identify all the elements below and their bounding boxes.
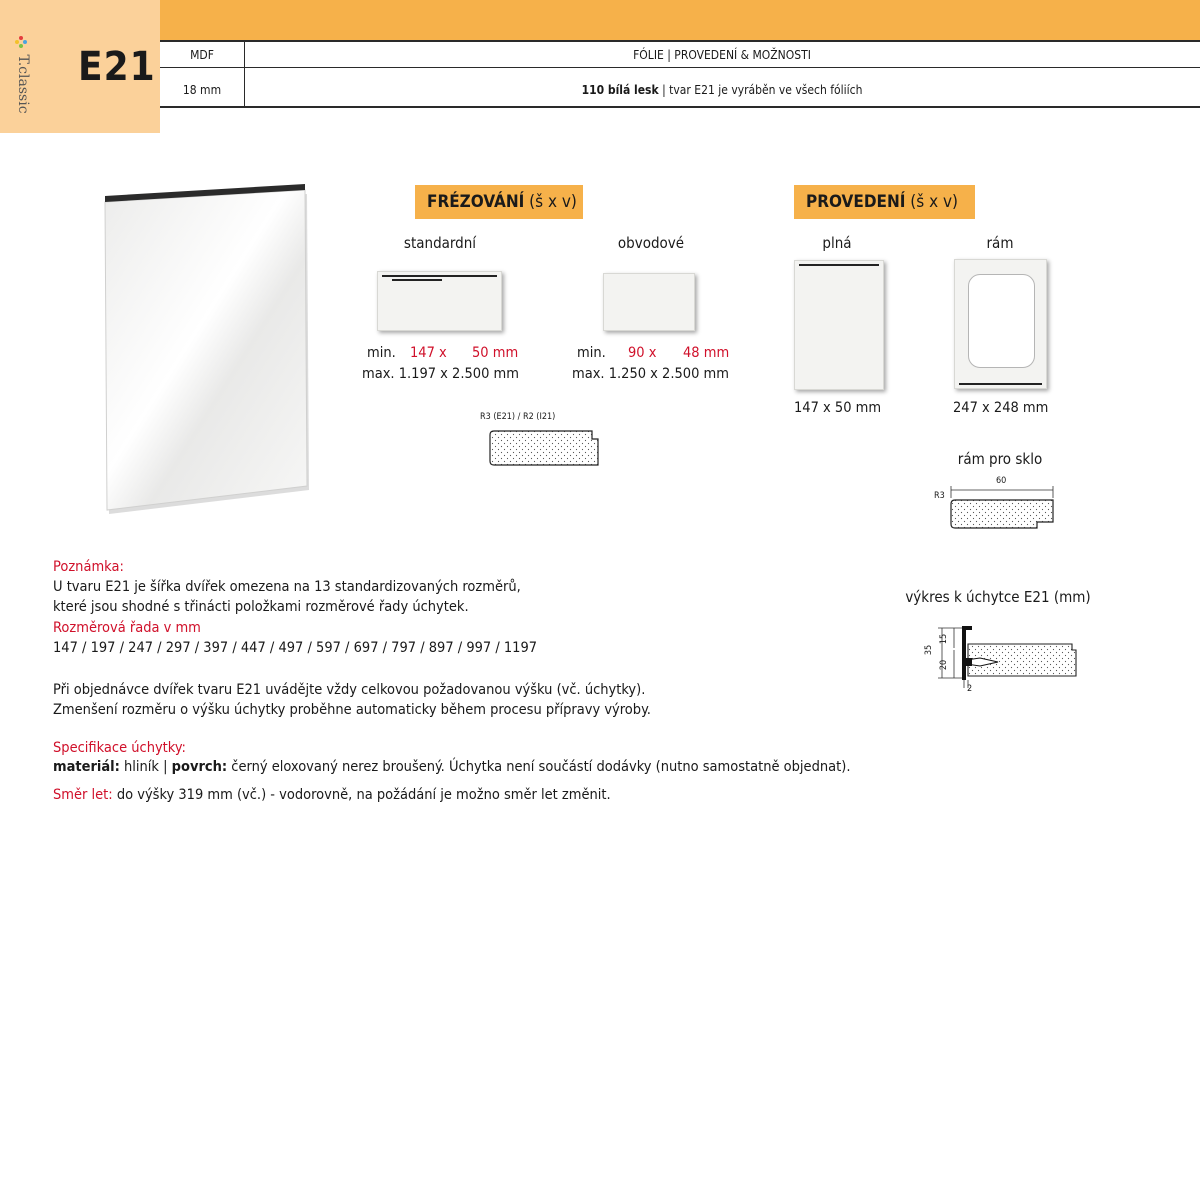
finish-note: | tvar E21 je vyráběn ve všech fóliích [658,83,863,97]
handle-drawing-title: výkres k úchytce E21 (mm) [905,588,1091,606]
direction-line [53,785,611,805]
finish-name: 110 bílá lesk [581,83,659,97]
frame-label: rám [986,234,1014,252]
standard-min [367,345,396,361]
col-foil-header: FÓLIE | PROVEDENÍ & MOŽNOSTI [633,48,811,62]
perimeter-label: obvodové [617,234,685,252]
milling-tag [415,185,583,219]
standard-max: max. 1.197 x 2.500 mm [362,366,519,382]
brand-box [0,0,160,133]
dim-20: 20 [939,659,950,671]
perimeter-min-label: min. [577,345,606,361]
glass-frame-width-label: 60 [996,476,1007,486]
solid-size: 147 x 50 mm [794,400,882,416]
dim-2: 2 [967,684,973,694]
product-code: E21 [78,44,156,90]
brand-name: T.classic [15,54,31,114]
spec-heading: Specifikace úchytky: [53,740,186,756]
material-value: hliník | [119,759,172,775]
door-image [95,180,325,520]
perimeter-min-height: 48 mm [683,345,730,361]
perimeter-min-width: 90 x [628,345,657,361]
solid-thumbnail [794,260,884,390]
note-line-1: U tvaru E21 je šířka dvířek omezena na 13 standardizovaných rozměrů, [53,579,521,595]
handle-drawing [920,618,1080,698]
perimeter-thumbnail [603,273,695,331]
thickness-value: 18 mm [182,83,222,97]
spec-table [160,40,1200,108]
dim-35: 35 [924,644,935,656]
order-line-1: Při objednávce dvířek tvaru E21 uvádějte vždy celkovou požadovanou výšku (vč. úchytky). [53,682,646,698]
note-heading: Poznámka: [53,559,124,575]
design-tag-title: PROVEDENÍ [806,192,906,212]
frame-thumbnail [954,259,1047,389]
design-tag [794,185,975,219]
note-line-2: které jsou shodné s třinácti položkami rozměrové řady úchytek. [53,599,469,615]
surface-label: povrch: [171,759,228,775]
standard-min-label: min. [367,345,396,361]
standard-thumbnail [377,271,502,331]
design-tag-unit: (š x v) [905,192,959,212]
header-band [160,0,1200,40]
col-mdf-header: MDF [190,48,214,62]
frame-size: 247 x 248 mm [953,400,1049,416]
profile-drawing [488,427,603,471]
milling-tag-title: FRÉZOVÁNÍ [427,192,525,212]
perimeter-max: max. 1.250 x 2.500 mm [572,366,729,382]
standard-min-height: 50 mm [472,345,519,361]
order-line-2: Zmenšení rozměru o výšku úchytky proběhne automaticky během procesu přípravy výroby. [53,702,651,718]
surface-value: černý eloxovaný nerez broušený. Úchytka není součástí dodávky (nutno samostatně objednat). [227,759,851,775]
milling-tag-unit: (š x v) [524,192,577,212]
material-label: materiál: [53,759,120,775]
direction-label: Směr let: [53,787,113,803]
profile-label: R3 (E21) / R2 (I21) [480,412,556,422]
standard-label: standardní [403,234,477,252]
series-values: 147 / 197 / 247 / 297 / 397 / 447 / 497 / 597 / 697 / 797 / 897 / 997 / 1197 [53,640,538,656]
direction-value: do výšky 319 mm (vč.) - vodorovně, na požádání je možno směr let změnit. [112,787,611,803]
series-heading: Rozměrová řada v mm [53,620,201,636]
finish-description [244,83,1200,97]
solid-label: plná [822,234,852,252]
spec-line [53,757,850,777]
glass-frame-r-label: R3 [934,491,945,501]
dim-15: 15 [939,633,950,645]
standard-min-width: 147 x [410,345,447,361]
glass-frame-drawing [945,484,1060,536]
glass-frame-label: rám pro sklo [957,450,1043,468]
